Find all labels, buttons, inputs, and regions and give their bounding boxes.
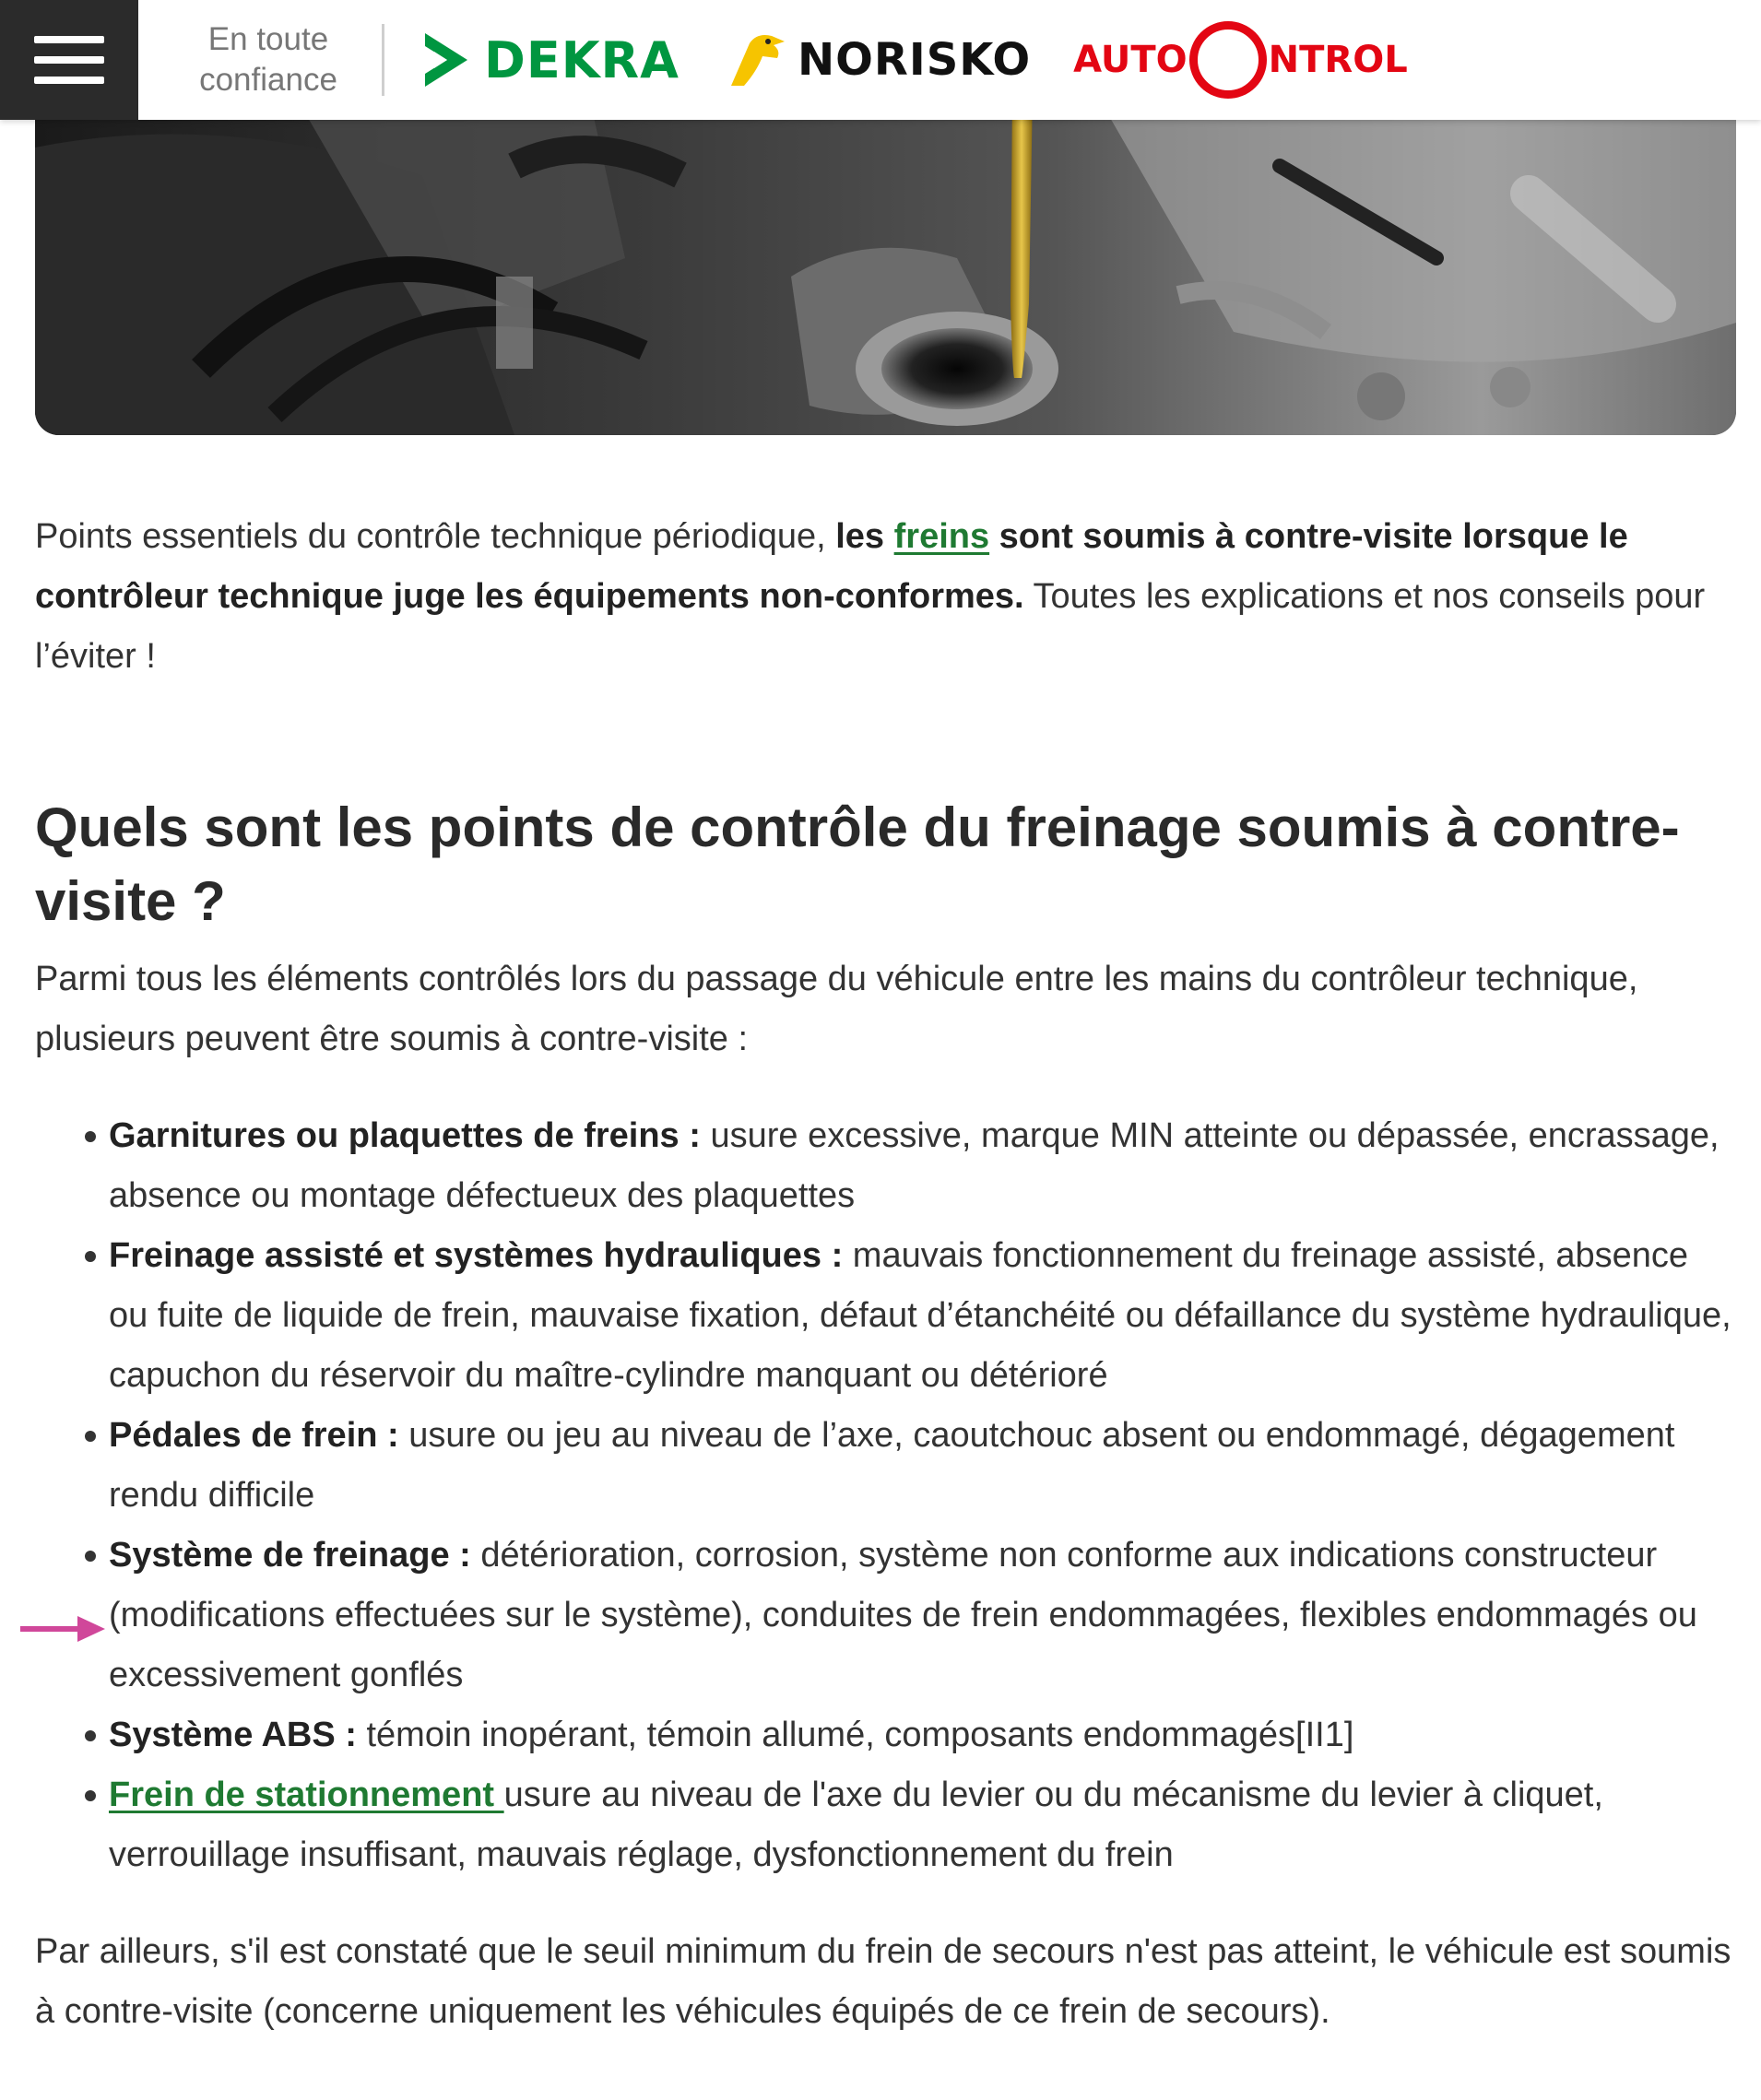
norisko-wordmark: NORISKO — [797, 34, 1032, 86]
list-item-text: témoin inopérant, témoin allumé, composants endommagés[II1] — [356, 1716, 1354, 1754]
dekra-arrow-icon — [421, 29, 471, 90]
list-item — [109, 1106, 1731, 1226]
list-item-label: Pédales de frein : — [109, 1416, 399, 1455]
pointer-arrow-icon — [18, 1613, 107, 1645]
autocontrol-circle-icon — [1189, 21, 1267, 99]
article-content — [35, 507, 1731, 2042]
tagline-line-2: confiance — [199, 62, 337, 98]
intro-text: Toutes les explications et nos conseils pour l’éviter ! — [35, 577, 1706, 676]
list-item — [109, 1226, 1731, 1406]
site-header — [0, 0, 1761, 120]
menu-bar-icon — [34, 77, 104, 84]
section-lead-paragraph: Parmi tous les éléments contrôlés lors du passage du véhicule entre les mains du contrôleur technique, plusieurs peuvent être soumis à contre-visite : — [35, 960, 1638, 1058]
intro-text: Points essentiels du contrôle technique périodique, — [35, 517, 836, 556]
list-item-label: Freinage assisté et systèmes hydrauliques : — [109, 1236, 844, 1275]
list-item — [109, 1765, 1731, 1885]
freins-link[interactable]: freins — [893, 517, 990, 556]
dekra-wordmark: DEKRA — [484, 30, 680, 89]
hamburger-menu-button[interactable] — [0, 0, 138, 120]
list-item-text: usure excessive, marque MIN atteinte ou dépassée, encrassage, absence ou montage défectueux des plaquettes — [109, 1116, 1720, 1215]
hero-engine-image — [35, 92, 1736, 435]
intro-bold-text: sont soumis à contre-visite lorsque le contrôleur technique juge les équipements non-conformes. — [35, 517, 1628, 616]
list-item-text: usure au niveau de l'axe du levier ou du mécanisme du levier à cliquet, verrouillage insuffisant, mauvais réglage, dysfonctionnement du frein — [109, 1776, 1603, 1874]
intro-paragraph — [35, 507, 1731, 687]
list-item-text: usure ou jeu au niveau de l’axe, caoutchouc absent ou endommagé, dégagement rendu difficile — [109, 1416, 1675, 1515]
list-item — [109, 1406, 1731, 1526]
norisko-logo[interactable] — [726, 0, 1031, 120]
dekra-logo[interactable] — [421, 0, 680, 120]
list-item-text: mauvais fonctionnement du freinage assisté, absence ou fuite de liquide de frein, mauvaise fixation, défaut d’étanchéité ou défaillance du système hydraulique, capuchon du réservoir du maître-cylindre manquant ou détérioré — [109, 1236, 1731, 1395]
tagline-line-1: En toute — [207, 21, 329, 57]
norisko-bird-icon — [726, 30, 788, 89]
list-item-label: Système ABS : — [109, 1716, 357, 1754]
list-item — [109, 1526, 1731, 1705]
section-heading: Quels sont les points de contrôle du freinage soumis à contre-visite ? — [35, 796, 1680, 932]
list-item-text: détérioration, corrosion, système non conforme aux indications constructeur (modifications effectuées sur le système), conduites de frein endommagées, flexibles endommagés ou excessivement gonflés — [109, 1536, 1697, 1694]
list-item — [109, 1705, 1731, 1765]
closing-paragraph: Par ailleurs, s'il est constaté que le seuil minimum du frein de secours n'est pas atteint, le véhicule est soumis à contre-visite (concerne uniquement les véhicules équipés de ce frein de secours). — [35, 1932, 1731, 2031]
autocontrol-wordmark-left: AUTO — [1073, 39, 1188, 81]
engine-oil-photo — [35, 92, 1736, 435]
intro-bold-text: les — [835, 517, 894, 556]
list-item-label: Système de freinage : — [109, 1536, 471, 1575]
header-divider — [382, 24, 384, 96]
frein-de-stationnement-link[interactable]: Frein de stationnement — [109, 1776, 504, 1814]
tagline — [181, 19, 356, 100]
menu-bar-icon — [34, 56, 104, 64]
autocontrol-wordmark-right: NTROL — [1268, 39, 1408, 81]
control-points-list — [35, 1106, 1731, 1885]
autocontrol-logo[interactable] — [1073, 0, 1408, 120]
menu-bar-icon — [34, 36, 104, 43]
list-item-label: Garnitures ou plaquettes de freins : — [109, 1116, 701, 1155]
